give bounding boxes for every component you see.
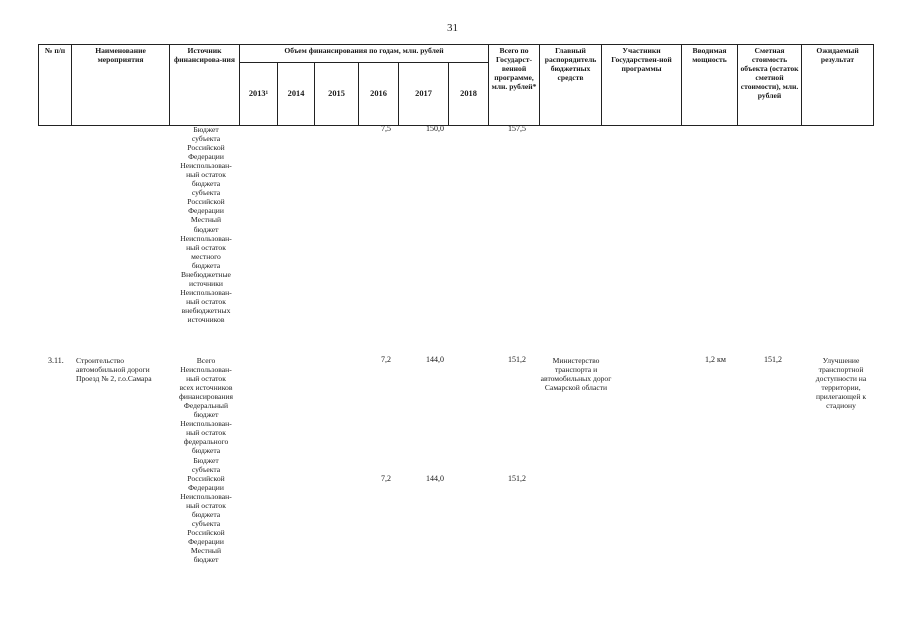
- header-year-2018: 2018: [449, 62, 489, 125]
- funding-source-line: ный остаток: [186, 428, 226, 438]
- row-3-11-cost: 151,2: [764, 355, 782, 364]
- funding-source-line: бюджет: [193, 555, 219, 565]
- funding-source-line: всех источников: [179, 383, 233, 393]
- funding-source-line: Федерации: [188, 536, 224, 546]
- block1-2016-value: 7,5: [381, 124, 391, 133]
- funding-source-line: Российской: [187, 473, 225, 483]
- funding-source-line: Бюджет: [193, 125, 219, 134]
- funding-source-line: бюджета: [191, 509, 221, 519]
- row-3-11-result: Улучшение транспортной доступности на территории, прилегающей к стадиону: [815, 356, 867, 411]
- header-source: Источник финансирова-ния: [170, 45, 240, 126]
- page-number: 31: [447, 22, 458, 34]
- funding-source-line: Бюджет: [193, 455, 219, 465]
- header-name: Наименование мероприятия: [72, 45, 170, 126]
- header-table: [38, 44, 874, 126]
- row-3-11-regional-2017: 144,0: [426, 474, 444, 483]
- funding-source-line: внебюджетных: [181, 305, 231, 315]
- header-total: Всего по Государст-венной программе, млн. рублей*: [489, 45, 540, 126]
- funding-source-line: субъекта: [191, 518, 221, 528]
- row-3-11-name: Строительство автомобильной дороги Проезд № 2, г.о.Самара: [76, 356, 152, 384]
- funding-source-line: ный остаток: [186, 374, 226, 384]
- funding-source-line: ный остаток: [186, 242, 226, 252]
- funding-source-line: бюджет: [193, 224, 219, 234]
- funding-source-line: бюджета: [191, 446, 221, 456]
- funding-source-line: бюджета: [191, 260, 221, 270]
- funding-source-line: субъекта: [191, 134, 221, 144]
- header-year-2014: 2014: [278, 62, 315, 125]
- row-3-11-regional-sum: 151,2: [508, 474, 526, 483]
- funding-source-line: федерального: [183, 437, 229, 447]
- header-capacity: Вводимая мощность: [682, 45, 738, 126]
- funding-source-line: Федерации: [188, 206, 224, 216]
- funding-source-line: Федерации: [188, 152, 224, 162]
- funding-source-line: Местный: [190, 215, 222, 225]
- row-3-11-total-2016: 7,2: [381, 355, 391, 364]
- row-3-11-manager: Министерство транспорта и автомобильных дорог Самарской области: [540, 356, 612, 393]
- row-3-11-capacity: 1,2 км: [705, 355, 726, 364]
- funding-source-line: субъекта: [191, 188, 221, 198]
- funding-source-line: Неиспользован-: [180, 419, 232, 429]
- funding-source-line: источников: [187, 314, 225, 324]
- funding-source-line: финансирования: [179, 392, 233, 402]
- funding-source-line: местного: [191, 251, 221, 261]
- row-3-11-number: 3.11.: [48, 356, 64, 365]
- block1-sources: [171, 125, 241, 324]
- header-cost: Сметная стоимость объекта (остаток сметной стоимости), млн. рублей: [738, 45, 802, 126]
- funding-source-line: Неиспользован-: [180, 287, 232, 297]
- funding-source-line: субъекта: [191, 464, 221, 474]
- row-3-11-sources: [171, 356, 241, 564]
- funding-source-line: Российской: [187, 527, 225, 537]
- funding-source-line: источники: [189, 278, 223, 288]
- row-3-11-regional-2016: 7,2: [381, 474, 391, 483]
- funding-source-line: Неиспользован-: [180, 161, 232, 171]
- funding-source-line: Неиспользован-: [180, 233, 232, 243]
- header-year-2015: 2015: [315, 62, 359, 125]
- header-participants: Участники Государствен-ной программы: [602, 45, 682, 126]
- funding-source-line: Местный: [190, 545, 222, 555]
- header-funding-group: Объем финансирования по годам, млн. рублей: [240, 45, 489, 63]
- funding-source-line: ный остаток: [186, 500, 226, 510]
- funding-source-line: Федеральный: [183, 401, 229, 411]
- header-year-2016: 2016: [359, 62, 399, 125]
- row-3-11-total-2017: 144,0: [426, 355, 444, 364]
- header-year-2017: 2017: [399, 62, 449, 125]
- funding-source-line: Российской: [187, 197, 225, 207]
- funding-source-line: Всего: [196, 356, 216, 365]
- funding-source-line: Внебюджетные: [181, 269, 231, 279]
- funding-source-line: Неиспользован-: [180, 491, 232, 501]
- funding-source-line: Федерации: [188, 482, 224, 492]
- funding-source-line: Неиспользован-: [180, 365, 232, 375]
- block1-2017-value: 150,0: [426, 124, 444, 133]
- block1-total-value: 157,5: [508, 124, 526, 133]
- header-year-2013: 2013¹: [240, 62, 278, 125]
- funding-source-line: Российской: [187, 143, 225, 153]
- funding-source-line: бюджет: [193, 410, 219, 420]
- header-result: Ожидаемый результат: [802, 45, 874, 126]
- header-num: № п/п: [39, 45, 72, 126]
- funding-source-line: ный остаток: [186, 296, 226, 306]
- funding-source-line: бюджета: [191, 179, 221, 189]
- header-manager: Главный распорядитель бюджетных средств: [540, 45, 602, 126]
- funding-source-line: ный остаток: [186, 170, 226, 180]
- row-3-11-total-sum: 151,2: [508, 355, 526, 364]
